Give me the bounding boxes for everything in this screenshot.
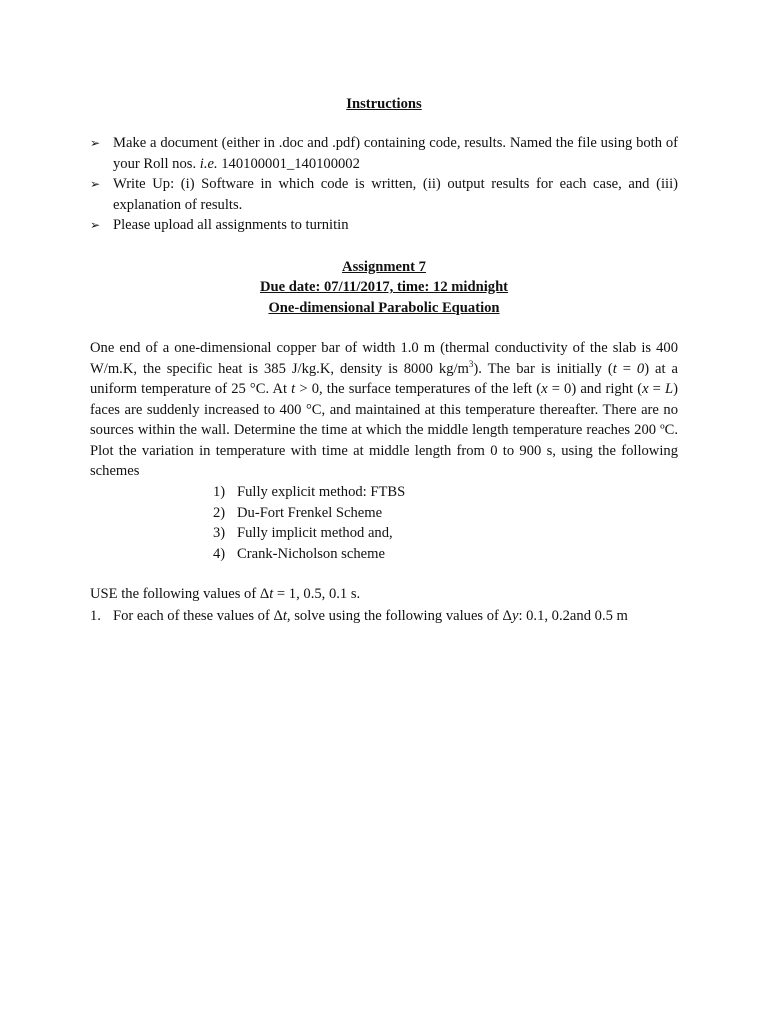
list-item — [90, 215, 678, 236]
list-item: 1) Fully explicit method: FTBS — [213, 484, 406, 500]
list-item: 3) Fully implicit method and, — [213, 525, 393, 541]
instructions-title: Instructions — [346, 96, 422, 112]
arrow-bullet-icon: ➢ — [90, 177, 101, 191]
grid-spacing-instruction: 1. For each of these values of Δt, solve using the following values of Δy: 0.1, 0.2and 0.5 m — [90, 608, 628, 624]
arrow-bullet-icon: ➢ — [90, 136, 101, 150]
assignment-title: Assignment 7 — [342, 259, 426, 275]
list-item: 4) Crank-Nicholson scheme — [213, 545, 385, 562]
due-date: Due date: 07/11/2017, time: 12 midnight — [259, 279, 509, 295]
superscript: 3 — [468, 358, 474, 369]
bullet-text: Please upload all assignments to turnitin — [113, 217, 349, 233]
time-step-values: USE the following values of Δt = 1, 0.5, 0.1 s. — [90, 586, 361, 602]
problem-statement: One end of a one-dimensional copper bar of width 1.0 m (thermal conductivity of the slab is 400 W/m.K, the specific heat is 385 J/kg.K, density is 8000 $kg/m^3$). The bar is initially (t = 0) at a uniform temperature of 25 °C. At t > 0, the surface temperatures of the left (x = 0) and right (x = L) faces are suddenly increased to 400 °C, and maintained at this temperature thereafter. There are no sources within the wall. Determine the time at which the middle length temperature reaches 200 ºC. Plot the variation in temperature with time at middle length from 0 to 900 s, using the following schemes — [90, 340, 679, 479]
roll-numbers: 140100001_140100002 — [217, 155, 360, 172]
bullet-text: Write Up: (i) Software in which code is written, (ii) output results for each case, and (iii) explanation of results. — [113, 176, 678, 213]
ie-abbrev: i.e. — [199, 155, 218, 172]
bullet-text: Make a document (either in .doc and .pdf) containing code, results. Named the file using both of your Roll nos. — [113, 135, 678, 172]
list-item: 2) Du-Fort Frenkel Scheme — [213, 504, 383, 521]
instructions-list — [90, 133, 678, 236]
list-item — [90, 174, 678, 215]
schemes-list — [213, 482, 405, 564]
arrow-bullet-icon: ➢ — [90, 218, 101, 232]
list-item — [90, 133, 678, 174]
assignment-subtitle: One-dimensional Parabolic Equation — [268, 300, 500, 316]
